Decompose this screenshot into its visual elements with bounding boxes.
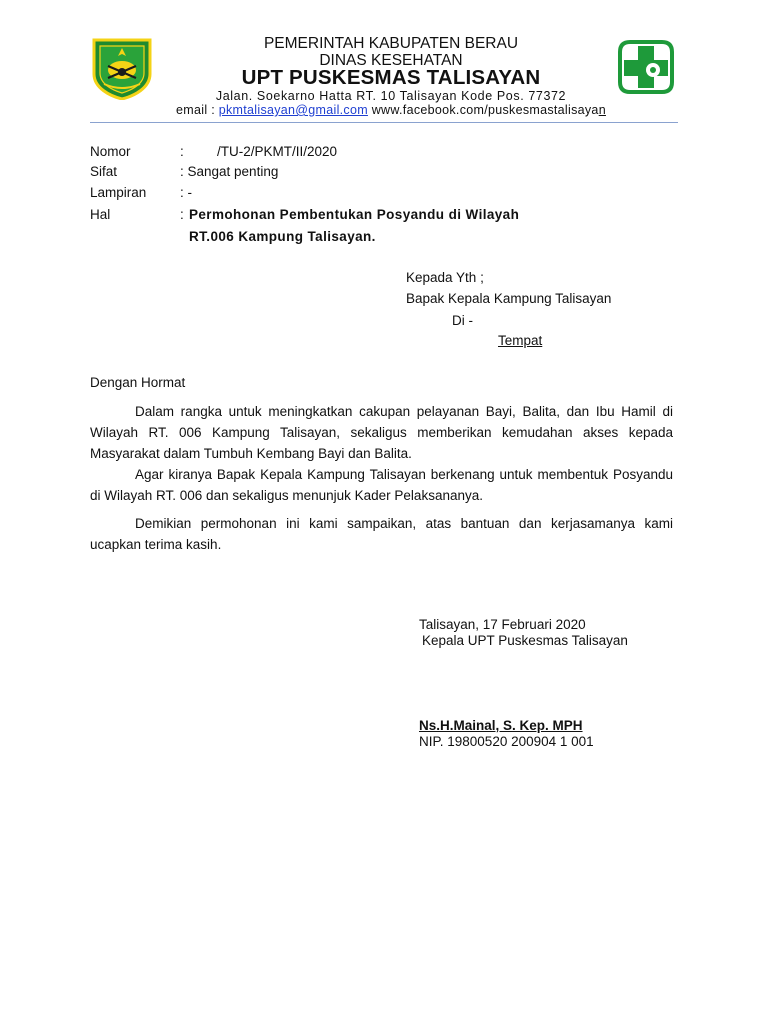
letterhead-department: DINAS KESEHATAN: [319, 52, 463, 69]
letterhead-contacts: [0, 103, 768, 117]
letterhead-address: Jalan. Soekarno Hatta RT. 10 Talisayan Kode Pos. 77372: [215, 89, 567, 103]
signature-nip: NIP. 19800520 200904 1 001: [419, 734, 594, 749]
body-paragraph-1: Dalam rangka untuk meningkatkan cakupan pelayanan Bayi, Balita, dan Ibu Hamil di Wilayah RT. 006 Kampung Talisayan, sekaligus memberikan kemudahan akses kepada Masyarakat dalam Tumbuh Kembang Bayi dan Balita.: [90, 404, 673, 461]
body-paragraph-2: Agar kiranya Bapak Kepala Kampung Talisayan berkenang untuk membentuk Posyandu di Wilayah RT. 006 dan sekaligus menunjuk Kader Pelaksananya.: [90, 467, 673, 503]
greeting: Dengan Hormat: [90, 375, 186, 390]
nomor-separator: :: [180, 144, 184, 159]
nomor-value: /TU-2/PKMT/II/2020: [217, 144, 338, 159]
letterhead-institution: UPT PUSKESMAS TALISAYAN: [241, 66, 541, 89]
body-paragraph-3: Demikian permohonan ini kami sampaikan, atas bantuan dan kerjasamanya kami ucapkan terima kasih.: [90, 516, 673, 552]
hal-subject-line1: Permohonan Pembentukan Posyandu di Wilayah: [189, 207, 520, 222]
sifat-label: Sifat: [90, 164, 118, 179]
recipient-di: Di -: [452, 313, 473, 328]
recipient-name: Bapak Kepala Kampung Talisayan: [406, 291, 612, 306]
email-link[interactable]: pkmtalisayan@gmail.com: [218, 103, 368, 117]
recipient-salutation: Kepada Yth ;: [406, 270, 484, 285]
letterhead-government: PEMERINTAH KABUPATEN BERAU: [263, 35, 519, 52]
signature-place-date: Talisayan, 17 Februari 2020: [419, 617, 586, 632]
hal-subject-line2: RT.006 Kampung Talisayan.: [189, 229, 376, 244]
facebook-url: www.facebook.com/puskesmastalisaya: [367, 103, 599, 117]
sifat-value: : Sangat penting: [180, 164, 279, 179]
facebook-url-end: n: [598, 103, 606, 117]
hal-separator: :: [180, 207, 184, 222]
nomor-label: Nomor: [90, 144, 131, 159]
lampiran-label: Lampiran: [90, 185, 147, 200]
recipient-tempat: Tempat: [498, 333, 543, 348]
signature-position: Kepala UPT Puskesmas Talisayan: [422, 633, 628, 648]
signature-name: Ns.H.Mainal, S. Kep. MPH: [419, 718, 583, 733]
letterhead-divider: [90, 122, 678, 123]
hal-label: Hal: [90, 207, 111, 222]
lampiran-value: : -: [180, 185, 192, 200]
email-label: email :: [176, 103, 215, 117]
